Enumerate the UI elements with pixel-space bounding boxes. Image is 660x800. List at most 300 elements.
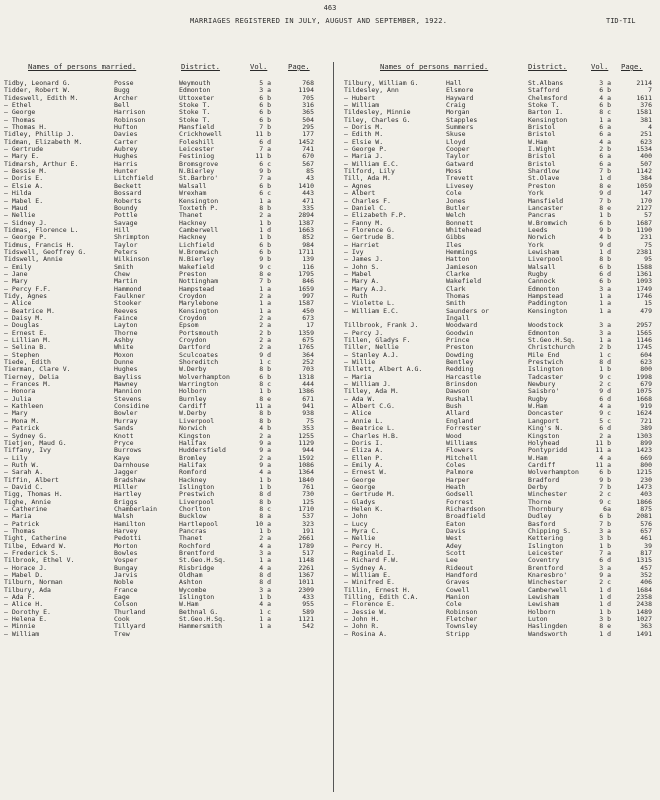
entry-page: 1684 bbox=[636, 585, 652, 594]
entry-name: — Ruth W. bbox=[4, 460, 40, 469]
entry-spouse-surname: Townsley bbox=[446, 622, 478, 631]
entry-spouse-surname: Iles bbox=[446, 240, 462, 249]
entry-volume: 6 a bbox=[599, 130, 611, 139]
entry-name: — Patrick bbox=[4, 424, 40, 433]
entry-volume: 9 a bbox=[259, 446, 271, 455]
entry-name: — Maria bbox=[4, 512, 32, 521]
entry-volume: 1 a bbox=[259, 615, 271, 624]
entry-page: 1410 bbox=[298, 181, 314, 190]
entry-page: 846 bbox=[302, 277, 314, 286]
entry-page: 1093 bbox=[636, 277, 652, 286]
entry-page: 1452 bbox=[298, 137, 314, 146]
entry-name: Tierman, Clare V. bbox=[4, 365, 71, 374]
entry-district: Bristol bbox=[528, 123, 556, 132]
entry-page: 1361 bbox=[636, 269, 652, 278]
entry-name: — Reginald I. bbox=[344, 549, 395, 557]
entry-page: 576 bbox=[640, 519, 652, 528]
entry-name: — Charles H.B. bbox=[344, 431, 399, 440]
right-header-names: Names of persons married. bbox=[380, 62, 489, 71]
entry-district: Festiniog bbox=[179, 152, 215, 161]
entry-district: N.Bierley bbox=[179, 167, 215, 176]
entry-spouse-surname: Hunter bbox=[114, 167, 138, 176]
entry-name: — Lily bbox=[4, 453, 28, 462]
entry-name: — Gertrude B. bbox=[344, 233, 395, 242]
entry-name: — Ellen P. bbox=[344, 453, 384, 462]
entry-district: Islington bbox=[528, 365, 564, 374]
entry-name: — Sarah A. bbox=[4, 468, 44, 477]
entry-district: Brentford bbox=[528, 563, 564, 572]
entry-volume: 8 d bbox=[599, 358, 611, 367]
entry-page: 376 bbox=[640, 101, 652, 110]
entry-district: Bradford bbox=[528, 475, 560, 484]
entry-district: Chorlton bbox=[179, 504, 211, 513]
entry-name: — Mona M. bbox=[4, 416, 40, 425]
entry-name: — Douglas bbox=[4, 321, 40, 330]
entry-volume: 6 b bbox=[599, 101, 611, 110]
entry-volume: 3 b bbox=[599, 534, 611, 543]
entry-name: — Patrick bbox=[4, 519, 40, 528]
entry-page: 1423 bbox=[636, 446, 652, 455]
entry-page: 517 bbox=[302, 549, 314, 557]
register-entry bbox=[344, 631, 656, 638]
entry-name: — William J. bbox=[344, 380, 391, 389]
entry-name: — Percy F.F. bbox=[4, 284, 51, 293]
entry-spouse-surname: Stapples bbox=[446, 115, 478, 124]
entry-name: — Agnes bbox=[344, 181, 372, 190]
entry-spouse-surname: Dunne bbox=[114, 358, 134, 367]
entry-spouse-surname: Heath bbox=[446, 482, 466, 491]
entry-spouse-surname: Layton bbox=[114, 321, 138, 330]
entry-district: Lewisham bbox=[528, 593, 560, 602]
register-entry bbox=[4, 609, 330, 616]
entry-page: 730 bbox=[302, 490, 314, 499]
entry-district: Thanet bbox=[179, 211, 203, 220]
entry-spouse-surname: West bbox=[446, 534, 462, 543]
entry-spouse-surname: Davis bbox=[446, 526, 466, 535]
register-entry bbox=[4, 462, 330, 469]
entry-page: 403 bbox=[640, 490, 652, 499]
entry-name: — Percy J. bbox=[344, 328, 384, 337]
entry-spouse-surname: Thorne bbox=[114, 328, 138, 337]
entry-spouse-surname: Forrester bbox=[446, 424, 482, 433]
entry-page: 1659 bbox=[298, 284, 314, 293]
entry-volume: 11 a bbox=[255, 402, 271, 411]
register-entry bbox=[4, 212, 330, 219]
entry-name: — Jessie W. bbox=[344, 607, 388, 616]
entry-page: 1359 bbox=[298, 328, 314, 337]
register-entry bbox=[4, 623, 330, 630]
entry-volume: 4 a bbox=[599, 137, 611, 146]
entry-page: 389 bbox=[640, 424, 652, 433]
entry-page: 1840 bbox=[298, 475, 314, 484]
entry-page: 705 bbox=[302, 93, 314, 102]
entry-name: — Stephen bbox=[4, 350, 40, 359]
left-header-page: Page. bbox=[288, 62, 310, 71]
register-entry bbox=[4, 315, 330, 322]
entry-page: 15 bbox=[644, 299, 652, 308]
entry-name: — Gertrude bbox=[4, 145, 44, 154]
entry-page: 938 bbox=[302, 409, 314, 418]
entry-spouse-surname: Harper bbox=[446, 475, 470, 484]
entry-district: Thorne bbox=[528, 497, 552, 506]
entry-volume: 7 a bbox=[259, 174, 271, 183]
entry-name: Tierney, Delia bbox=[4, 372, 59, 381]
entry-name: — Myra C. bbox=[344, 526, 380, 535]
entry-spouse-surname: Peters bbox=[114, 247, 138, 256]
register-entry bbox=[4, 109, 330, 116]
entry-spouse-surname: Jagger bbox=[114, 468, 138, 477]
entry-district: Burnley bbox=[179, 394, 207, 403]
entry-name: — Ernest E. bbox=[4, 328, 48, 337]
entry-volume: 6a bbox=[603, 504, 611, 513]
entry-spouse-surname: Adey bbox=[446, 541, 462, 550]
entry-volume: 9 c bbox=[259, 262, 271, 271]
entry-district: Wolverhampton bbox=[528, 468, 579, 477]
entry-district: Cardiff bbox=[528, 460, 556, 469]
entry-district: Wandsworth bbox=[528, 629, 568, 638]
entry-volume: 8 e bbox=[599, 622, 611, 631]
entry-district: St.Geo.H.Sq. bbox=[179, 556, 226, 565]
entry-page: 57 bbox=[644, 211, 652, 220]
entry-spouse-surname: Knott bbox=[114, 431, 134, 440]
entry-volume: 9 d bbox=[599, 387, 611, 396]
entry-page: 295 bbox=[302, 123, 314, 132]
entry-district: Hammersmith bbox=[179, 622, 223, 631]
entry-page: 1303 bbox=[636, 431, 652, 440]
entry-volume: 8 d bbox=[259, 571, 271, 580]
entry-volume: 3 a bbox=[599, 79, 611, 87]
entry-name: Tilbrook, Ethel V. bbox=[4, 556, 75, 565]
entry-spouse-surname: Flowers bbox=[446, 446, 474, 455]
entry-page: 2381 bbox=[636, 247, 652, 256]
entry-name: — Maria bbox=[344, 372, 372, 381]
entry-district: Foleshill bbox=[179, 137, 215, 146]
entry-volume: 9 a bbox=[599, 571, 611, 580]
register-entry bbox=[4, 616, 330, 623]
entry-page: 1146 bbox=[636, 336, 652, 345]
register-entry bbox=[4, 594, 330, 601]
entry-district: N.Bierley bbox=[179, 255, 215, 264]
entry-district: Winchester bbox=[528, 490, 568, 499]
entry-page: 1386 bbox=[298, 387, 314, 396]
entry-page: 1148 bbox=[298, 556, 314, 565]
entry-district: Norwich bbox=[528, 233, 556, 242]
entry-district: Wakefield bbox=[179, 262, 215, 271]
entry-page: 1746 bbox=[636, 291, 652, 300]
entry-spouse-surname: Sands bbox=[114, 424, 134, 433]
entry-volume: 7 a bbox=[259, 145, 271, 154]
entry-spouse-surname: Martin bbox=[114, 277, 138, 286]
entry-district: Lichfield bbox=[179, 240, 215, 249]
entry-name: — George bbox=[344, 482, 376, 491]
entry-name: — Stanley A.J. bbox=[344, 350, 399, 359]
entry-name: — Gladys bbox=[344, 497, 376, 506]
entry-volume: 11 a bbox=[595, 446, 611, 455]
entry-district: St.Barbro' bbox=[179, 174, 219, 183]
entry-name: Tillbrook, Frank J. bbox=[344, 321, 419, 330]
entry-district: Tadcaster bbox=[528, 372, 564, 381]
entry-spouse-surname: Richardson bbox=[446, 504, 486, 513]
entry-name: — Elsie W. bbox=[344, 137, 384, 146]
entry-volume: 1 b bbox=[599, 365, 611, 374]
entry-page: 1367 bbox=[298, 571, 314, 580]
entry-spouse-surname: Hayward bbox=[446, 93, 474, 102]
entry-page: 1318 bbox=[298, 372, 314, 381]
entry-page: 1364 bbox=[298, 468, 314, 477]
entry-page: 1075 bbox=[636, 387, 652, 396]
entry-spouse-surname: Dowding bbox=[446, 350, 474, 359]
entry-district: Halifax bbox=[179, 460, 207, 469]
entry-district: W.Bromwich bbox=[179, 247, 219, 256]
entry-spouse-surname: Prince bbox=[446, 336, 470, 345]
entry-page: 323 bbox=[302, 519, 314, 528]
entry-name: Tidder, Robert W. bbox=[4, 86, 71, 95]
entry-district: Stoke T. bbox=[179, 101, 211, 110]
entry-spouse-surname: Bungay bbox=[114, 563, 138, 572]
register-entry bbox=[4, 447, 330, 454]
entry-spouse-surname: Litchfield bbox=[114, 174, 154, 183]
entry-district: Liverpool bbox=[528, 255, 564, 264]
entry-district: W.Ham bbox=[528, 137, 548, 146]
entry-district: Marylebone bbox=[179, 299, 219, 308]
entry-page: 1710 bbox=[298, 504, 314, 513]
entry-name: — Catherine bbox=[4, 504, 48, 513]
entry-district: Bethnal G. bbox=[179, 607, 219, 616]
entry-page: 1624 bbox=[636, 409, 652, 418]
entry-spouse-surname: Mawney bbox=[114, 380, 138, 389]
entry-district: Hackney bbox=[179, 475, 207, 484]
register-entry bbox=[4, 579, 330, 586]
entry-name: — George P. bbox=[344, 145, 388, 154]
entry-spouse-surname: Allard bbox=[446, 409, 470, 418]
entry-district: Risbridge bbox=[179, 563, 215, 572]
entry-district: Lewisham bbox=[528, 600, 560, 609]
entry-volume: 1 b bbox=[259, 593, 271, 602]
entry-spouse-surname: Pottle bbox=[114, 211, 138, 220]
entry-name: — Mabel E. bbox=[4, 196, 44, 205]
entry-name: Tidby, Leonard G. bbox=[4, 79, 71, 87]
entry-page: 353 bbox=[302, 424, 314, 433]
entry-volume: 2 c bbox=[599, 578, 611, 587]
entry-spouse-surname: Taylor bbox=[114, 240, 138, 249]
entry-district: Camberwell bbox=[528, 585, 568, 594]
register-entry bbox=[4, 491, 330, 498]
entry-district: Huddersfield bbox=[179, 446, 226, 455]
left-header-vol: Vol. bbox=[250, 62, 268, 71]
entry-volume: 4 a bbox=[259, 563, 271, 572]
entry-district: Shardlow bbox=[528, 167, 560, 176]
entry-page: 1789 bbox=[298, 541, 314, 550]
entry-spouse-surname: Bugg bbox=[114, 86, 130, 95]
entry-spouse-surname: Jones bbox=[446, 196, 466, 205]
entry-name: — William E.C. bbox=[344, 306, 399, 315]
entry-spouse-surname: Hamilton bbox=[114, 519, 146, 528]
entry-spouse-surname: Posse bbox=[114, 79, 134, 87]
entry-name: — James J. bbox=[344, 255, 384, 264]
register-entry bbox=[4, 499, 330, 506]
entry-page: 761 bbox=[302, 482, 314, 491]
entry-spouse-surname: Eaton bbox=[446, 519, 466, 528]
entry-page: 2114 bbox=[636, 79, 652, 87]
entry-volume: 1 b bbox=[259, 526, 271, 535]
entry-page: 230 bbox=[640, 475, 652, 484]
entry-volume: 11 b bbox=[595, 438, 611, 447]
entry-page: 433 bbox=[302, 593, 314, 602]
entry-spouse-surname: Clark bbox=[446, 284, 466, 293]
entry-name: Tidmas, Florence L. bbox=[4, 225, 79, 234]
entry-page: 147 bbox=[640, 189, 652, 198]
entry-spouse-surname: Beckett bbox=[114, 181, 142, 190]
entry-volume: 8 e bbox=[599, 181, 611, 190]
entry-district: Bromley bbox=[179, 453, 207, 462]
entry-spouse-surname: Ingall bbox=[446, 314, 470, 322]
register-entry bbox=[4, 322, 330, 329]
entry-district: Croydon bbox=[179, 336, 207, 345]
entry-name: Tillen, Gladys F. bbox=[344, 336, 411, 345]
entry-page: 1086 bbox=[298, 460, 314, 469]
entry-volume: 6 b bbox=[259, 247, 271, 256]
entry-district: Paddington bbox=[528, 299, 568, 308]
right-header-district: District. bbox=[528, 62, 567, 71]
entry-volume: 6 d bbox=[599, 556, 611, 565]
entry-volume: 1 a bbox=[599, 115, 611, 124]
entry-district: Holborn bbox=[528, 607, 556, 616]
entry-district: Hartlepool bbox=[179, 519, 219, 528]
entry-district: Luton bbox=[528, 615, 548, 624]
entry-name: — Winifred E. bbox=[344, 578, 395, 587]
entry-district: York bbox=[528, 240, 544, 249]
entry-name: — William bbox=[344, 101, 380, 110]
entry-name: Tidy, Agnes bbox=[4, 291, 48, 300]
entry-page: 2309 bbox=[298, 585, 314, 594]
entry-page: 623 bbox=[640, 358, 652, 367]
register-entry bbox=[4, 286, 330, 293]
entry-district: Hampstead bbox=[528, 291, 564, 300]
entry-spouse-surname: Morton bbox=[114, 541, 138, 550]
register-entry bbox=[4, 506, 330, 513]
entry-district: Bristol bbox=[528, 152, 556, 161]
entry-spouse-surname: Colson bbox=[114, 600, 138, 609]
entry-spouse-surname: Morgan bbox=[446, 108, 470, 117]
entry-page: 1588 bbox=[636, 262, 652, 271]
entry-name: — Julia bbox=[4, 394, 32, 403]
entry-page: 507 bbox=[640, 159, 652, 168]
entry-name: — Sidney J. bbox=[4, 218, 48, 227]
entry-spouse-surname: Cook bbox=[114, 615, 130, 624]
entry-name: Tietjen, Maud G. bbox=[4, 438, 67, 447]
entry-name: — Lillian M. bbox=[4, 336, 51, 345]
entry-district: Crickhowell bbox=[179, 130, 223, 139]
entry-district: Bristol bbox=[528, 130, 556, 139]
entry-spouse-surname: Williams bbox=[446, 438, 478, 447]
entry-name: Tilford, Lily bbox=[344, 167, 395, 176]
entry-volume: 9 d bbox=[599, 189, 611, 198]
entry-volume: 3 a bbox=[259, 86, 271, 95]
entry-page: 721 bbox=[640, 416, 652, 425]
entry-name: — Charles F. bbox=[344, 196, 391, 205]
entry-spouse-surname: Boundy bbox=[114, 203, 138, 212]
entry-district: Hackney bbox=[179, 233, 207, 242]
entry-district: Thanet bbox=[179, 534, 203, 543]
register-entry bbox=[4, 293, 330, 300]
register-entry bbox=[4, 403, 330, 410]
entry-spouse-surname: Graves bbox=[446, 578, 470, 587]
entry-name: — Kathleen bbox=[4, 402, 44, 411]
entry-district: Oldham bbox=[179, 571, 203, 580]
register-entry bbox=[4, 557, 330, 564]
entry-volume: 1 c bbox=[599, 350, 611, 359]
entry-district: Thornbury bbox=[528, 504, 564, 513]
entry-district: Halifax bbox=[179, 438, 207, 447]
entry-spouse-surname: Elsmore bbox=[446, 86, 474, 95]
entry-district: Prestwich bbox=[179, 490, 215, 499]
entry-page: 461 bbox=[640, 534, 652, 543]
entry-name: — Mabel bbox=[344, 269, 372, 278]
entry-spouse-surname: Mannion bbox=[114, 387, 142, 396]
entry-spouse-surname: Cole bbox=[446, 189, 462, 198]
entry-district: Preston bbox=[179, 269, 207, 278]
entry-page: 191 bbox=[302, 526, 314, 535]
entry-volume: 1 b bbox=[259, 482, 271, 491]
entry-spouse-surname: Handford bbox=[446, 571, 478, 580]
entry-district: Lancaster bbox=[528, 203, 564, 212]
register-entry bbox=[4, 425, 330, 432]
entry-district: Chelmsford bbox=[528, 93, 568, 102]
entry-volume: 4 b bbox=[259, 424, 271, 433]
entry-volume: 6 b bbox=[259, 372, 271, 381]
entry-district: Kingston bbox=[179, 431, 211, 440]
entry-page: 1387 bbox=[298, 218, 314, 227]
entry-name: — Sydney G. bbox=[4, 431, 48, 440]
entry-name: Tilbury, Ada bbox=[4, 585, 51, 594]
entry-page: 365 bbox=[302, 108, 314, 117]
entry-spouse-surname: Smith bbox=[114, 262, 134, 271]
entry-page: 1745 bbox=[636, 343, 652, 352]
entry-name: — Thomas bbox=[4, 526, 36, 535]
entry-district: Epsom bbox=[179, 321, 199, 330]
entry-name: — Annie L. bbox=[344, 416, 384, 425]
entry-spouse-surname: Bush bbox=[446, 402, 462, 411]
entry-district: Stoke T. bbox=[179, 115, 211, 124]
entry-district: Kensington bbox=[528, 306, 568, 315]
entry-name: — Frederick S. bbox=[4, 549, 59, 557]
entry-page: 1255 bbox=[298, 431, 314, 440]
entry-volume: 4 a bbox=[259, 468, 271, 477]
entry-volume: 4 a bbox=[259, 600, 271, 609]
entry-page: 1491 bbox=[636, 629, 652, 638]
entry-page: 1795 bbox=[298, 269, 314, 278]
entry-spouse-surname: Hughes bbox=[114, 152, 138, 161]
entry-spouse-surname: Lloyd bbox=[446, 137, 466, 146]
register-entry bbox=[4, 271, 330, 278]
entry-district: Stoke T. bbox=[179, 108, 211, 117]
entry-page: 450 bbox=[302, 306, 314, 315]
entry-spouse-surname: Summers bbox=[446, 123, 474, 132]
entry-district: Leicester bbox=[179, 145, 215, 154]
entry-name: — George bbox=[344, 475, 376, 484]
entry-page: 542 bbox=[302, 622, 314, 631]
register-entry bbox=[4, 477, 330, 484]
entry-name: — Horace J. bbox=[4, 563, 48, 572]
entry-spouse-surname: Gatward bbox=[446, 159, 474, 168]
entry-name: — William bbox=[4, 629, 40, 638]
entry-district: Toxteth P. bbox=[179, 203, 219, 212]
entry-spouse-surname: Vosper bbox=[114, 556, 138, 565]
entry-volume: 3 a bbox=[259, 585, 271, 594]
entry-page: 875 bbox=[640, 504, 652, 513]
entry-name: — Fanny M. bbox=[344, 218, 384, 227]
entry-spouse-surname: Bossard bbox=[114, 189, 142, 198]
